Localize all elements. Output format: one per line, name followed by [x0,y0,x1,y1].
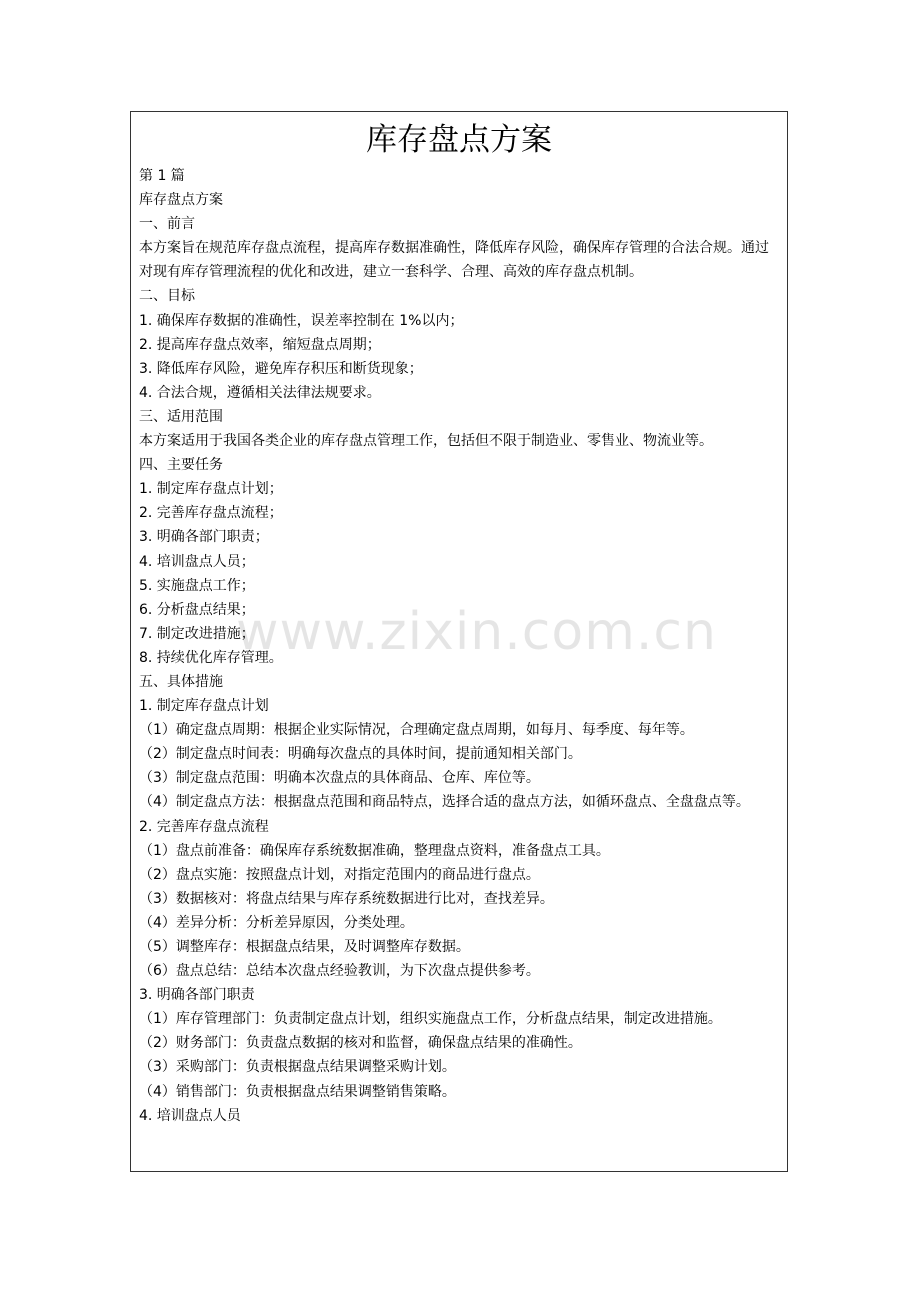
paragraph-line: 7. 制定改进措施； [139,625,255,642]
document-title: 库存盘点方案 [366,122,552,158]
watermark: www.zixin.com.cn [236,602,717,662]
paragraph-line: （1）库存管理部门：负责制定盘点计划，组织实施盘点工作，分析盘点结果，制定改进措施。 [139,1011,722,1028]
paragraph-line: （1）盘点前准备：确保库存系统数据准确，整理盘点资料，准备盘点工具。 [139,842,610,859]
paragraph-line: 1. 制定库存盘点计划 [139,698,269,715]
paragraph-line: 5. 实施盘点工作； [139,577,255,594]
paragraph-line: （5）调整库存：根据盘点结果，及时调整库存数据。 [139,939,470,955]
paragraph-line: 五、具体措施 [139,673,223,690]
paragraph-line: （3）数据核对：将盘点结果与库存系统数据进行比对，查找差异。 [139,890,554,907]
paragraph-line: （3）制定盘点范围：明确本次盘点的具体商品、仓库、库位等。 [139,770,540,787]
document-body [139,164,781,1128]
paragraph-line: 本方案适用于我国各类企业的库存盘点管理工作，包括但不限于制造业、零售业、物流业等。 [139,433,713,450]
paragraph-line: 3. 明确各部门职责； [139,529,269,546]
paragraph-line: 3. 降低库存风险，避免库存积压和断货现象； [139,360,423,377]
paragraph-line: 第 1 篇 [139,168,185,184]
paragraph-line: 2. 完善库存盘点流程 [139,818,269,835]
paragraph-line: （2）财务部门：负责盘点数据的核对和监督，确保盘点结果的准确性。 [139,1035,582,1052]
paragraph-line: （4）销售部门：负责根据盘点结果调整销售策略。 [139,1083,456,1100]
paragraph-line: （2）制定盘点时间表：明确每次盘点的具体时间，提前通知相关部门。 [139,746,582,763]
paragraph-line: （4）差异分析：分析差异原因，分类处理。 [139,914,414,931]
paragraph-line: （1）确定盘点周期：根据企业实际情况，合理确定盘点周期，如每月、每季度、每年等。 [139,722,694,739]
paragraph-line: 本方案旨在规范库存盘点流程，提高库存数据准确性，降低库存风险，确保库存管理的合法合规。通过对现有库存管理流程的优化和改进，建立一套科学、合理、高效的库存盘点机制。 [139,240,769,281]
paragraph-line: 四、主要任务 [139,457,223,474]
paragraph-line: 2. 完善库存盘点流程； [139,505,283,522]
paragraph-line: 一、前言 [139,216,195,233]
paragraph-line: （4）制定盘点方法：根据盘点范围和商品特点，选择合适的盘点方法，如循环盘点、全盘盘点等。 [139,794,750,811]
paragraph-line: 1. 制定库存盘点计划； [139,481,283,498]
paragraph-line: 库存盘点方案 [139,192,223,209]
paragraph-line: 4. 培训盘点人员 [139,1107,241,1124]
paragraph-line: 4. 合法合规，遵循相关法律法规要求。 [139,384,381,401]
paragraph-line: 1. 确保库存数据的准确性，误差率控制在 1%以内； [139,312,464,329]
paragraph-line: （6）盘点总结：总结本次盘点经验教训，为下次盘点提供参考。 [139,963,540,980]
paragraph-line: 8. 持续优化库存管理。 [139,649,283,666]
paragraph-line: 二、目标 [139,288,195,305]
paragraph-line: 2. 提高库存盘点效率，缩短盘点周期； [139,336,381,353]
paragraph-line: （3）采购部门：负责根据盘点结果调整采购计划。 [139,1059,456,1076]
paragraph-line: 6. 分析盘点结果； [139,601,255,618]
paragraph-line: 3. 明确各部门职责 [139,987,255,1004]
document-frame [130,111,788,1172]
paragraph-line: 三、适用范围 [139,408,223,425]
paragraph-line: （2）盘点实施：按照盘点计划，对指定范围内的商品进行盘点。 [139,866,540,883]
paragraph-line: 4. 培训盘点人员； [139,553,255,570]
